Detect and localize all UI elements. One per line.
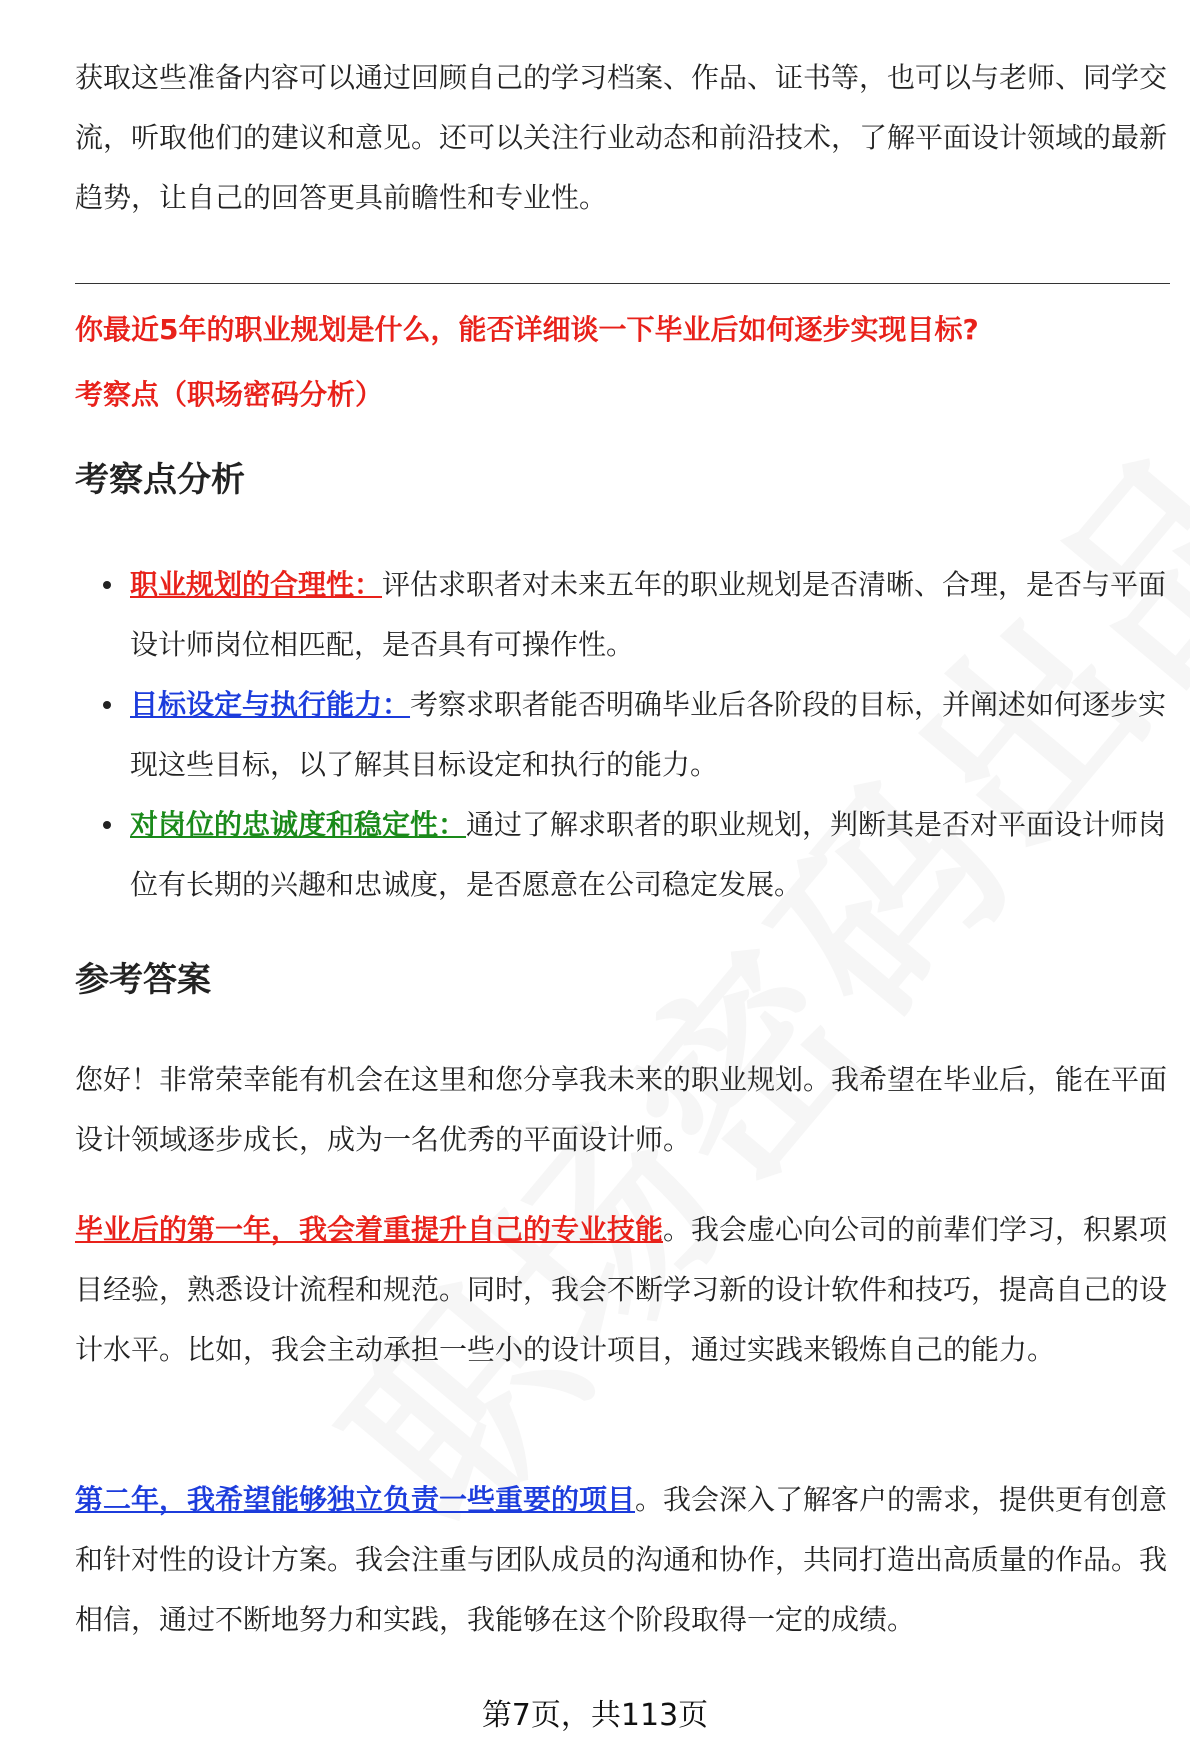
answer-text [75,1470,1170,1650]
analysis-list [75,555,1170,915]
section-divider [75,283,1170,284]
analysis-key: 对岗位的忠诚度和稳定性： [130,808,467,841]
intro-paragraph: 获取这些准备内容可以通过回顾自己的学习档案、作品、证书等，也可以与老师、同学交流，听取他们的建议和意见。还可以关注行业动态和前沿技术，了解平面设计领域的最新趋势，让自己的回答更具前瞻性和专业性。 [75,61,1168,214]
analysis-text: 评估求职者对未来五年的职业规划是否清晰、合理，是否与平面设计师岗位相匹配，是否具有可操作性。 [130,568,1167,661]
list-item [75,675,1170,795]
analysis-key: 目标设定与执行能力： [130,688,411,721]
answer-text [75,1200,1170,1380]
answer-heading: 参考答案 [75,960,211,1000]
answer-paragraph-2 [75,1200,1170,1380]
analysis-text: 通过了解求职者的职业规划，判断其是否对平面设计师岗位有长期的兴趣和忠诚度，是否愿意在公司稳定发展。 [130,808,1167,901]
answer-body: 。我会虚心向公司的前辈们学习，积累项目经验，熟悉设计流程和规范。同时，我会不断学习新的设计软件和技巧，提高自己的设计水平。比如，我会主动承担一些小的设计项目，通过实践来锻炼自己的能力。 [75,1213,1168,1366]
answer-paragraph-3 [75,1470,1170,1650]
list-item [75,555,1170,675]
answer-key-phrase: 第二年，我希望能够独立负责一些重要的项目 [75,1483,636,1516]
bullet-icon [103,581,111,589]
answer-key-phrase: 毕业后的第一年，我会着重提升自己的专业技能 [75,1213,664,1246]
question-subheading: 考察点（职场密码分析） [75,378,384,411]
analysis-text: 考察求职者能否明确毕业后各阶段的目标，并阐述如何逐步实现这些目标，以了解其目标设定和执行的能力。 [130,688,1167,781]
analysis-heading: 考察点分析 [75,460,245,500]
answer-body: 。我会深入了解客户的需求，提供更有创意和针对性的设计方案。我会注重与团队成员的沟通和协作，共同打造出高质量的作品。我相信，通过不断地努力和实践，我能够在这个阶段取得一定的成绩。 [75,1483,1168,1636]
question-heading: 你最近5年的职业规划是什么，能否详细谈一下毕业后如何逐步实现目标? [75,313,979,346]
list-item [75,795,1170,915]
answer-text: 您好！非常荣幸能有机会在这里和您分享我未来的职业规划。我希望在毕业后，能在平面设计领域逐步成长，成为一名优秀的平面设计师。 [75,1063,1168,1156]
bullet-icon [103,701,111,709]
analysis-key: 职业规划的合理性： [130,568,383,601]
page-number: 第7页，共113页 [481,1698,709,1733]
intro-section [75,30,1170,228]
answer-paragraph-1 [75,1050,1170,1170]
watermark [270,368,1190,1573]
bullet-icon [103,821,111,829]
